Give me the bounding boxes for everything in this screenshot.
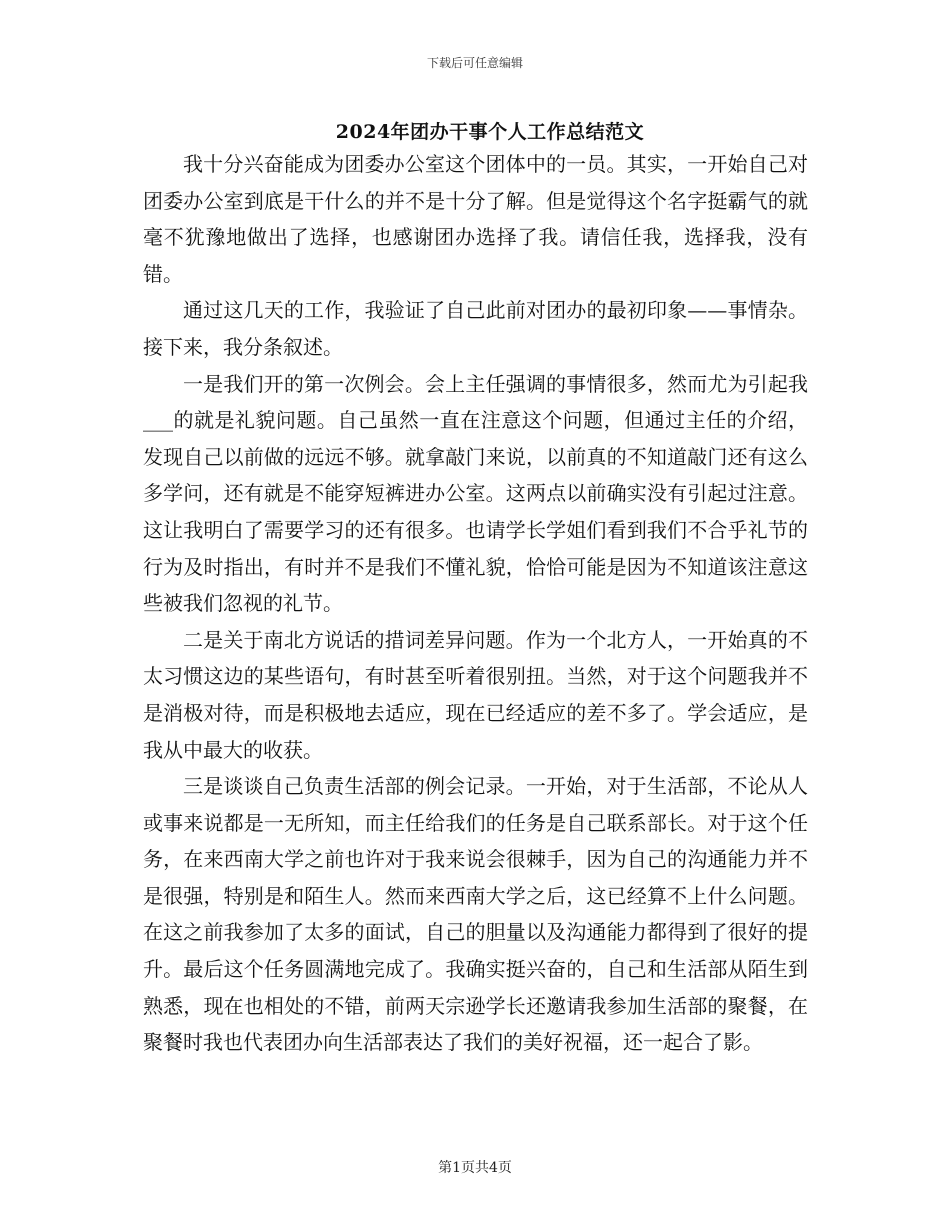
paragraph-4: 二是关于南北方说话的措词差异问题。作为一个北方人，一开始真的不太习惯这边的某些语句，有时甚至听着很别扭。当然，对于这个问题我并不是消极对待，而是积极地去适应，现在已经适应的差不多了。学会适应，是我从中最大的收获。 <box>143 627 808 762</box>
paragraph-3: 一是我们开的第一次例会。会上主任强调的事情很多，然而尤为引起我___的就是礼貌问题。自己虽然一直在注意这个问题，但通过主任的介绍，发现自己以前做的远远不够。就拿敲门来说，以前真的不知道敲门还有这么多学问，还有就是不能穿短裤进办公室。这两点以前确实没有引起过注意。这让我明白了需要学习的还有很多。也请学长学姐们看到我们不合乎礼节的行为及时指出，有时并不是我们不懂礼貌，恰恰可能是因为不知道该注意这些被我们忽视的礼节。 <box>143 371 808 616</box>
page-indicator: 第1页共4页 <box>438 1160 512 1176</box>
document-title: 2024年团办干事个人工作总结范文 <box>335 121 645 143</box>
document-body <box>143 146 808 1061</box>
header-note: 下载后可任意编辑 <box>426 56 523 70</box>
paragraph-2: 通过这几天的工作，我验证了自己此前对团办的最初印象——事情杂。接下来，我分条叙述。 <box>143 298 808 359</box>
paragraph-5: 三是谈谈自己负责生活部的例会记录。一开始，对于生活部，不论从人或事来说都是一无所知，而主任给我们的任务是自己联系部长。对于这个任务，在来西南大学之前也许对于我来说会很棘手，因为自己的沟通能力并不是很强，特别是和陌生人。然而来西南大学之后，这已经算不上什么问题。在这之前我参加了太多的面试，自己的胆量以及沟通能力都得到了很好的提升。最后这个任务圆满地完成了。我确实挺兴奋的，自己和生活部从陌生到熟悉，现在也相处的不错，前两天宗逊学长还邀请我参加生活部的聚餐，在聚餐时我也代表团办向生活部表达了我们的美好祝福，还一起合了影。 <box>143 774 808 1055</box>
paragraph-1: 我十分兴奋能成为团委办公室这个团体中的一员。其实，一开始自己对团委办公室到底是干什么的并不是十分了解。但是觉得这个名字挺霸气的就毫不犹豫地做出了选择，也感谢团办选择了我。请信任我，选择我，没有错。 <box>143 152 808 286</box>
